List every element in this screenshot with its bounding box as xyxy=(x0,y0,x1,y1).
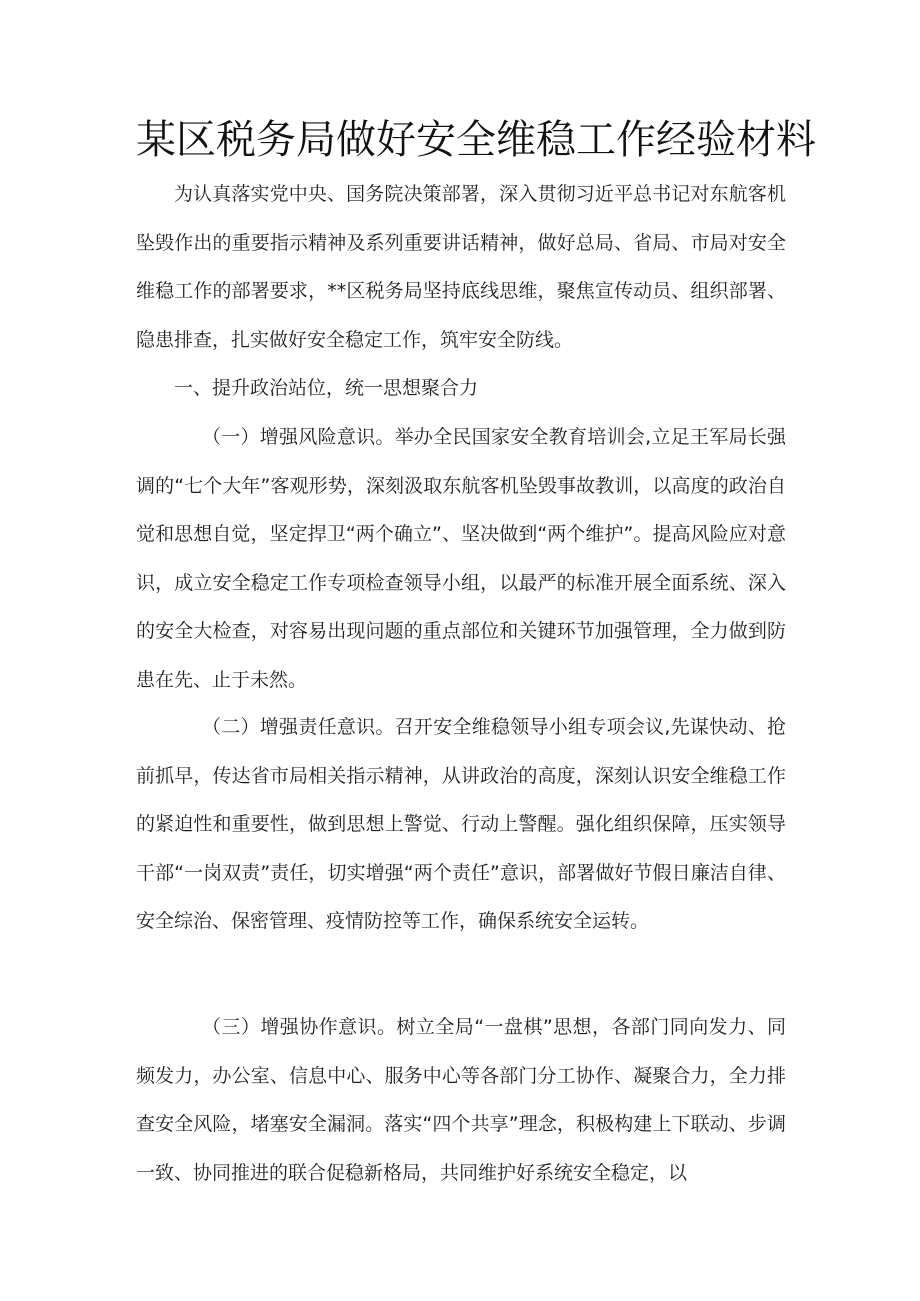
paragraph-item-2: （二）增强责任意识。召开安全维稳领导小组专项会议,先谋快动、抢前抓早，传达省市局相关指示精神，从讲政治的高度，深刻认识安全维稳工作的紧迫性和重要性，做到思想上警觉、行动上警醒。强化组织保障，压实领导干部“一岗双责”责任，切实增强“两个责任”意识，部署做好节假日廉洁自律、安全综治、保密管理、疫情防控等工作，确保系统安全运转。 xyxy=(136,716,786,933)
section-heading-1: 一、提升政治站位，统一思想聚合力 xyxy=(174,377,479,399)
intro-paragraph: 为认真落实党中央、国务院决策部署，深入贯彻习近平总书记对东航客机坠毁作出的重要指示精神及系列重要讲话精神，做好总局、省局、市局对安全维稳工作的部署要求，**区税务局坚持底线思维，聚焦宣传动员、组织部署、隐患排查，扎实做好安全稳定工作，筑牢安全防线。 xyxy=(136,183,786,351)
paragraph-item-3: （三）增强协作意识。树立全局“一盘棋”思想，各部门同向发力、同频发力，办公室、信息中心、服务中心等各部门分工协作、凝聚合力，全力排查安全风险，堵塞安全漏洞。落实“四个共享”理念，积极构建上下联动、步调一致、协同推进的联合促稳新格局，共同维护好系统安全稳定，以 xyxy=(136,1016,786,1184)
paragraph-item-1: （一）增强风险意识。举办全民国家安全教育培训会,立足王军局长强调的“七个大年”客观形势，深刻汲取东航客机坠毁事故教训，以高度的政治自觉和思想自觉，坚定捍卫“两个确立”、坚决做到“两个维护”。提高风险应对意识，成立安全稳定工作专项检查领导小组，以最严的标准开展全面系统、深入的安全大检查，对容易出现问题的重点部位和关键环节加强管理，全力做到防患在先、止于未然。 xyxy=(136,426,786,691)
document-title: 某区税务局做好安全维稳工作经验材料 xyxy=(136,117,816,163)
